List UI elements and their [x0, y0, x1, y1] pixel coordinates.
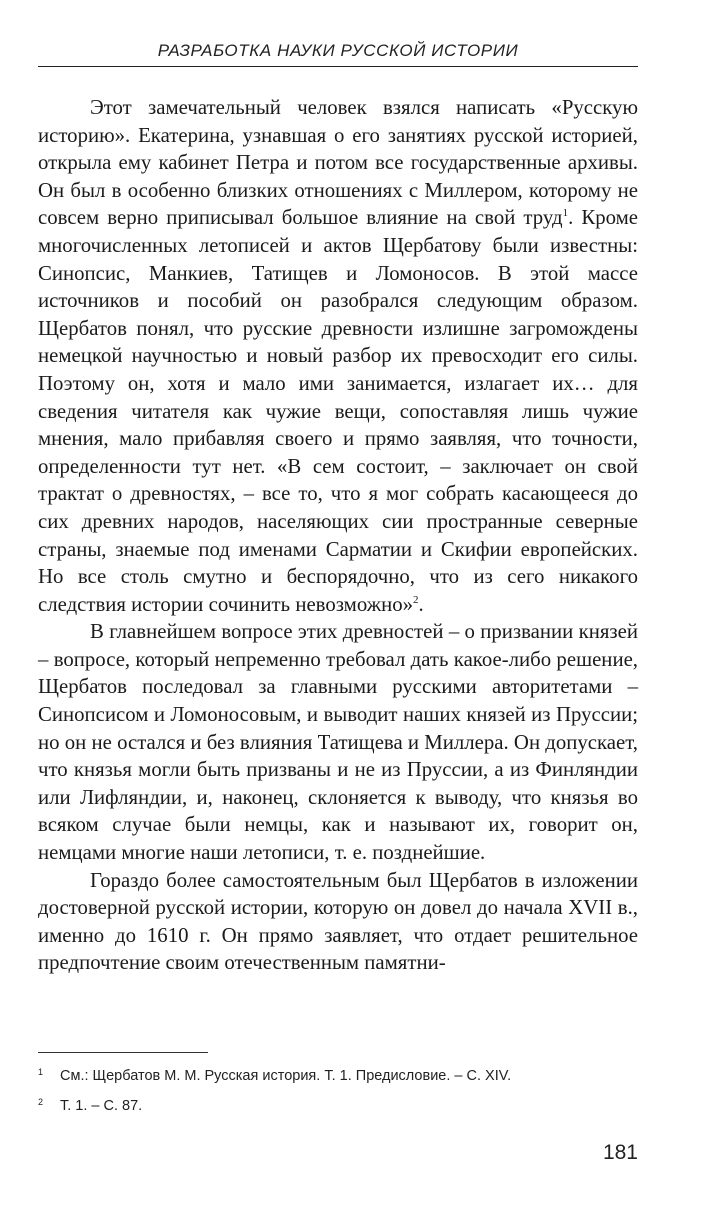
- footnote-2: [38, 1089, 638, 1119]
- running-head: РАЗРАБОТКА НАУКИ РУССКОЙ ИСТОРИИ: [157, 41, 519, 60]
- paragraph-2: В главнейшем вопросе этих древностей – о призвании князей – вопросе, который непременно требовал дать какое-либо решение, Щербатов последовал за главными русскими авторитетами – Синопсисом и Ломоносовым, и выводит наших князей из Пруссии; но он не остался и без влияния Татищева и Миллера. Он допускает, что князья могли быть призваны и не из Пруссии, а из Финляндии или Лифляндии, и, наконец, склоняется к выводу, что князья во всяком случае были немцы, как и называют их, говорит он, немцами многие наши летописи, т. е. позднейшие.: [38, 620, 638, 865]
- paragraph-1: [38, 94, 638, 618]
- footnote-2-number: 2: [38, 1097, 44, 1107]
- paragraph-3: Гораздо более самостоятельным был Щербатов в изложении достоверной русской истории, которую он довел до начала XVII в., именно до 1610 г. Он прямо заявляет, что отдает решительное предпочтение своим отечественным памятни-: [38, 868, 638, 975]
- footnotes: [38, 1059, 638, 1119]
- header-rule: [38, 66, 638, 67]
- body-text: [38, 94, 638, 977]
- page-number: 181: [602, 1141, 638, 1164]
- footnote-ref-2: 2: [413, 593, 419, 606]
- paragraph-1-part-b: . Кроме многочисленных летописей и актов Щербатову были известны: Синопсис, Манкиев, Татищев и Ломоносов. В этой массе источников и пособий он разобрался следующим образом. Щербатов понял, что русские древности излишне загромождены немецкой научностью и новый разбор их превосходит его силы. Поэтому он, хотя и мало ими занимается, излагает их… для сведения читателя как чужие вещи, сопоставляя лишь чужие мнения, мало прибавляя своего и прямо заявляя, что точности, определенности тут нет. «В сем состоит, – заключает он свой трактат о древностях, – все то, что я мог собрать касающееся до сих древних народов, населяющих сии пространные северные страны, знаемые под именами Сарматии и Скифии европейских. Но все столь смутно и беспорядочно, что из сего никакого следствия истории сочинить невозможно»: [38, 206, 639, 616]
- footnote-1-number: 1: [38, 1067, 44, 1077]
- paragraph-1-part-a: Этот замечательный человек взялся написать «Русскую историю». Екатерина, узнавшая о его занятиях русской историей, открыла ему кабинет Петра и потом все государственные архивы. Он был в особенно близких отношениях с Миллером, которому не совсем верно приписывал большое влияние на свой труд: [38, 96, 638, 230]
- footnote-2-text: Т. 1. – С. 87.: [60, 1098, 143, 1114]
- footnote-rule: [38, 1052, 208, 1053]
- footnote-1: [38, 1059, 638, 1089]
- footnote-1-text: См.: Щербатов М. М. Русская история. Т. 1. Предисловие. – С. XIV.: [60, 1068, 512, 1084]
- footnote-ref-1: 1: [562, 207, 569, 220]
- paragraph-1-part-c: .: [418, 592, 424, 616]
